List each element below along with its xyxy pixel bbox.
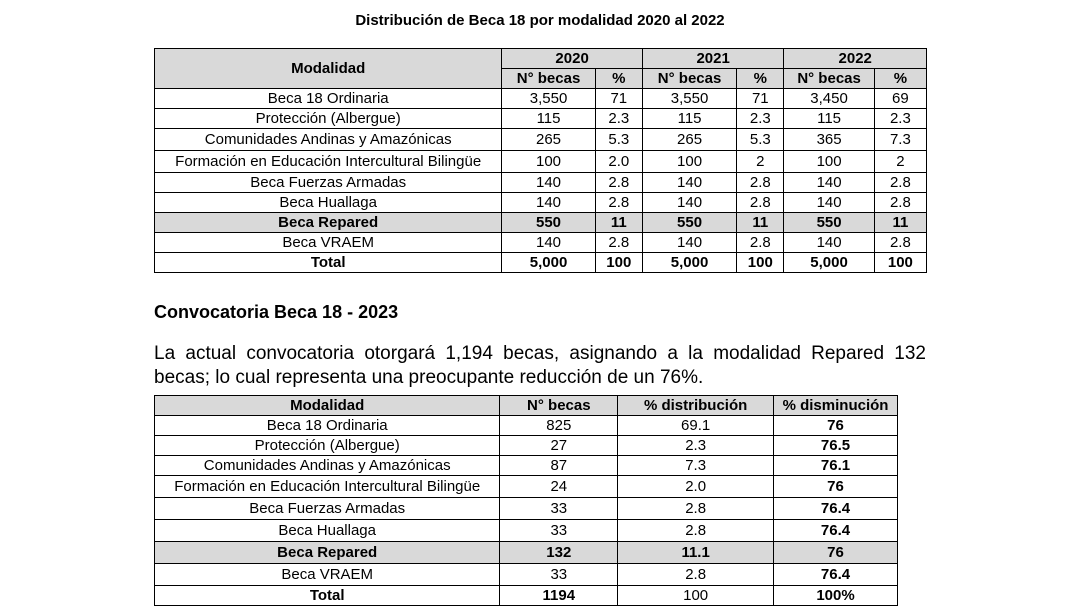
n-becas-header: N° becas [502, 69, 595, 89]
table-cell: 2.0 [595, 151, 642, 173]
table-cell: 140 [642, 173, 736, 193]
table-cell: 71 [737, 89, 784, 109]
table-cell: 76.4 [774, 564, 898, 586]
table1-header-row [155, 49, 927, 69]
table-cell: 76 [774, 542, 898, 564]
table-row [155, 253, 927, 273]
year-header: 2020 [502, 49, 643, 69]
table-cell: 2.8 [618, 520, 774, 542]
modalidad-header: Modalidad [155, 49, 502, 89]
row-label: Protección (Albergue) [155, 436, 500, 456]
table-cell: 2.8 [595, 173, 642, 193]
table-cell: 100 [874, 253, 926, 273]
table-cell: 76.4 [774, 520, 898, 542]
table-row [155, 151, 927, 173]
percent-header: % [595, 69, 642, 89]
row-label: Formación en Educación Intercultural Bilingüe [155, 476, 500, 498]
table-row [155, 109, 927, 129]
table-cell: 3,450 [784, 89, 874, 109]
row-label: Formación en Educación Intercultural Bilingüe [155, 151, 502, 173]
table-cell: 825 [500, 416, 618, 436]
table-cell: 115 [784, 109, 874, 129]
table-cell: 2.8 [874, 233, 926, 253]
table-cell: 2.8 [618, 564, 774, 586]
table-cell: 2.8 [737, 233, 784, 253]
table-cell: 87 [500, 456, 618, 476]
table-cell: 2.8 [595, 193, 642, 213]
table-row [155, 173, 927, 193]
table-cell: 140 [784, 173, 874, 193]
table-cell: 76.4 [774, 498, 898, 520]
table-cell: 100 [595, 253, 642, 273]
table-row [155, 586, 898, 606]
percent-header: % [874, 69, 926, 89]
table-cell: 2.8 [595, 233, 642, 253]
table-cell: 3,550 [502, 89, 595, 109]
table-cell: 2.0 [618, 476, 774, 498]
table-cell: 11 [595, 213, 642, 233]
table-cell: 5,000 [784, 253, 874, 273]
n-becas-header: N° becas [500, 396, 618, 416]
table-cell: 76 [774, 476, 898, 498]
table-cell: 365 [784, 129, 874, 151]
table-cell: 69 [874, 89, 926, 109]
row-label: Beca Huallaga [155, 193, 502, 213]
table-cell: 550 [784, 213, 874, 233]
table-row [155, 456, 898, 476]
table-cell: 76.5 [774, 436, 898, 456]
table-cell: 140 [502, 233, 595, 253]
table-cell: 2.8 [874, 193, 926, 213]
table-cell: 2.3 [618, 436, 774, 456]
row-label: Beca Repared [155, 213, 502, 233]
table-cell: 69.1 [618, 416, 774, 436]
convocatoria-2023-table [154, 395, 898, 606]
table-cell: 27 [500, 436, 618, 456]
disminucion-header: % disminución [774, 396, 898, 416]
table-cell: 1194 [500, 586, 618, 606]
table-cell: 11 [874, 213, 926, 233]
row-label: Beca VRAEM [155, 233, 502, 253]
table-cell: 100% [774, 586, 898, 606]
row-label: Beca 18 Ordinaria [155, 416, 500, 436]
table-cell: 140 [502, 193, 595, 213]
table-row [155, 476, 898, 498]
table-cell: 100 [737, 253, 784, 273]
table-row [155, 233, 927, 253]
row-label: Total [155, 586, 500, 606]
table-cell: 100 [642, 151, 736, 173]
table-cell: 100 [502, 151, 595, 173]
table-cell: 132 [500, 542, 618, 564]
table-cell: 2 [737, 151, 784, 173]
table-row [155, 193, 927, 213]
document-title: Distribución de Beca 18 por modalidad 2020 al 2022 [355, 12, 725, 29]
table-cell: 5.3 [737, 129, 784, 151]
row-label: Comunidades Andinas y Amazónicas [155, 456, 500, 476]
table-cell: 5,000 [502, 253, 595, 273]
table-cell: 2.8 [737, 193, 784, 213]
table-cell: 140 [642, 233, 736, 253]
table-row [155, 213, 927, 233]
table-cell: 76 [774, 416, 898, 436]
table-cell: 5,000 [642, 253, 736, 273]
table-cell: 100 [618, 586, 774, 606]
row-label: Beca VRAEM [155, 564, 500, 586]
table-cell: 550 [642, 213, 736, 233]
table-row [155, 416, 898, 436]
table-row [155, 542, 898, 564]
row-label: Beca Huallaga [155, 520, 500, 542]
row-label: Beca Repared [155, 542, 500, 564]
table-cell: 265 [642, 129, 736, 151]
table-cell: 5.3 [595, 129, 642, 151]
row-label: Comunidades Andinas y Amazónicas [155, 129, 502, 151]
table-cell: 2.8 [737, 173, 784, 193]
table-cell: 7.3 [874, 129, 926, 151]
table-row [155, 436, 898, 456]
table-cell: 33 [500, 498, 618, 520]
table-cell: 550 [502, 213, 595, 233]
table-cell: 2.8 [618, 498, 774, 520]
distribucion-header: % distribución [618, 396, 774, 416]
table-cell: 2.3 [595, 109, 642, 129]
row-label: Beca Fuerzas Armadas [155, 173, 502, 193]
table-row [155, 564, 898, 586]
row-label: Protección (Albergue) [155, 109, 502, 129]
table-cell: 265 [502, 129, 595, 151]
table-cell: 2.3 [737, 109, 784, 129]
row-label: Beca Fuerzas Armadas [155, 498, 500, 520]
table-cell: 100 [784, 151, 874, 173]
table-cell: 140 [784, 233, 874, 253]
table-cell: 24 [500, 476, 618, 498]
table-cell: 76.1 [774, 456, 898, 476]
section-title: Convocatoria Beca 18 - 2023 [154, 302, 399, 322]
percent-header: % [737, 69, 784, 89]
table2-header-row [155, 396, 898, 416]
table-cell: 3,550 [642, 89, 736, 109]
table-cell: 115 [642, 109, 736, 129]
table-row [155, 520, 898, 542]
distribution-table-2020-2022 [154, 48, 927, 273]
table-cell: 140 [642, 193, 736, 213]
paragraph: La actual convocatoria otorgará 1,194 becas, asignando a la modalidad Repared 132 becas; lo cual representa una preocupante reducción de un 76%. [154, 343, 926, 388]
table-cell: 33 [500, 564, 618, 586]
table-cell: 71 [595, 89, 642, 109]
table-cell: 2 [874, 151, 926, 173]
table-cell: 33 [500, 520, 618, 542]
n-becas-header: N° becas [642, 69, 736, 89]
row-label: Beca 18 Ordinaria [155, 89, 502, 109]
year-header: 2022 [784, 49, 927, 69]
year-header: 2021 [642, 49, 784, 69]
row-label: Total [155, 253, 502, 273]
n-becas-header: N° becas [784, 69, 874, 89]
table-cell: 140 [502, 173, 595, 193]
table-cell: 2.8 [874, 173, 926, 193]
table-cell: 140 [784, 193, 874, 213]
table-cell: 11 [737, 213, 784, 233]
table-row [155, 498, 898, 520]
table-cell: 11.1 [618, 542, 774, 564]
table-cell: 115 [502, 109, 595, 129]
modalidad-header: Modalidad [155, 396, 500, 416]
table-cell: 7.3 [618, 456, 774, 476]
table-row [155, 129, 927, 151]
table-cell: 2.3 [874, 109, 926, 129]
table-row [155, 89, 927, 109]
